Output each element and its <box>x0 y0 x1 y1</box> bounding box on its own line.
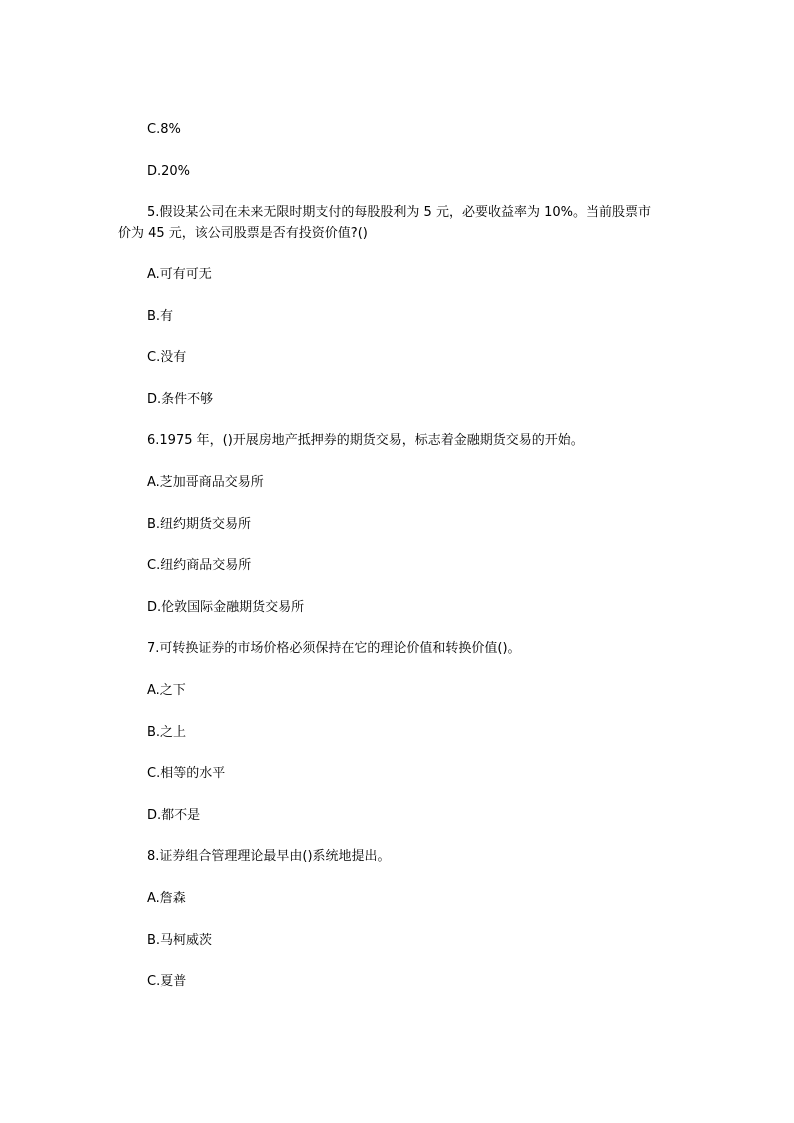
q7-option-d: D.都不是 <box>147 808 201 823</box>
q7-option-c: C.相等的水平 <box>147 766 226 781</box>
q6-option-d: D.伦敦国际金融期货交易所 <box>147 600 305 615</box>
question-6: 6.1975 年，()开展房地产抵押券的期货交易，标志着金融期货交易的开始。 <box>147 433 584 448</box>
q7-option-b: B.之上 <box>147 725 187 740</box>
q5-option-b: B.有 <box>147 309 174 324</box>
question-7: 7.可转换证券的市场价格必须保持在它的理论价值和转换价值()。 <box>147 641 521 656</box>
question-5: 5.假设某公司在未来无限时期支付的每股股利为 5 元，必要收益率为 10%。当前股票市价为 45 元，该公司股票是否有投资价值?() <box>118 205 651 241</box>
q6-option-c: C.纽约商品交易所 <box>147 558 252 573</box>
q6-option-a: A.芝加哥商品交易所 <box>147 475 264 490</box>
q7-option-a: A.之下 <box>147 683 186 698</box>
option-d-prev: D.20% <box>147 164 191 179</box>
q5-option-d: D.条件不够 <box>147 392 214 407</box>
q6-option-b: B.纽约期货交易所 <box>147 517 252 532</box>
q5-option-a: A.可有可无 <box>147 267 212 282</box>
q8-option-c: C.夏普 <box>147 974 187 989</box>
option-c-prev: C.8% <box>147 122 181 137</box>
q8-option-a: A.詹森 <box>147 891 186 906</box>
q5-option-c: C.没有 <box>147 350 187 365</box>
q8-option-b: B.马柯威茨 <box>147 933 213 948</box>
question-8: 8.证券组合管理理论最早由()系统地提出。 <box>147 849 391 864</box>
